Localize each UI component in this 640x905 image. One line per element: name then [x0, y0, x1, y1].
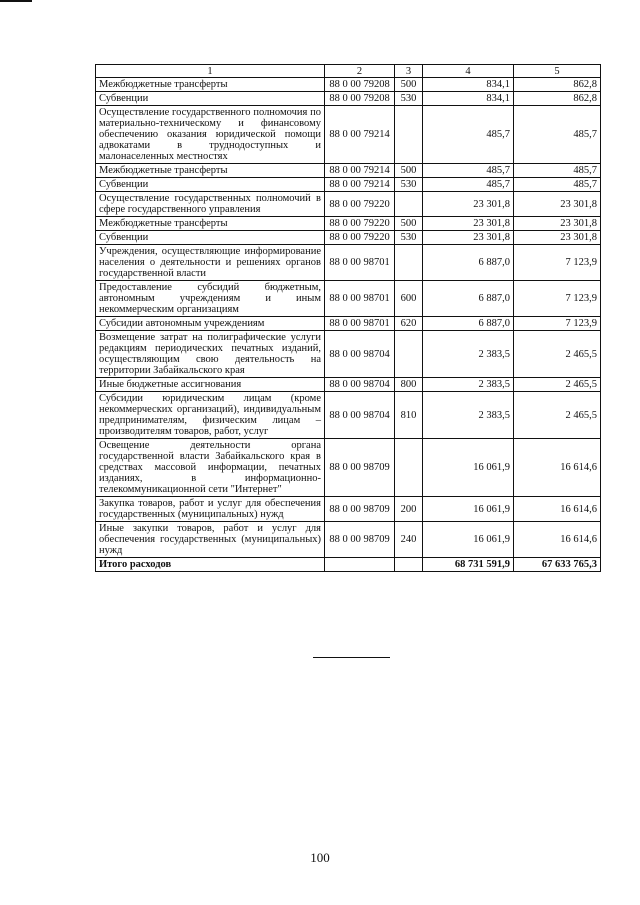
table-row [96, 281, 601, 317]
row-value-1: 6 887,0 [423, 281, 514, 317]
row-name: Субвенции [96, 178, 325, 192]
row-type [395, 331, 423, 378]
row-code: 88 0 00 98701 [325, 281, 395, 317]
row-name: Субсидии автономным учреждениям [96, 317, 325, 331]
table-row [96, 164, 601, 178]
row-value-2: 16 614,6 [514, 439, 601, 497]
row-code: 88 0 00 79208 [325, 78, 395, 92]
row-name: Субсидии юридическим лицам (кроме некоммерческих организаций), индивидуальным предпринимателям, физическим лицам – производителям товаров, работ, услуг [96, 392, 325, 439]
row-value-1: 2 383,5 [423, 392, 514, 439]
row-value-2: 485,7 [514, 164, 601, 178]
row-type: 240 [395, 522, 423, 558]
row-value-2: 485,7 [514, 178, 601, 192]
row-code: 88 0 00 79214 [325, 106, 395, 164]
row-value-2: 862,8 [514, 92, 601, 106]
row-value-1: 16 061,9 [423, 522, 514, 558]
table-row [96, 317, 601, 331]
header-cell-4: 4 [423, 65, 514, 78]
row-type: 500 [395, 78, 423, 92]
header-row [96, 65, 601, 78]
header-cell-5: 5 [514, 65, 601, 78]
row-value-1: 485,7 [423, 178, 514, 192]
row-type: 800 [395, 378, 423, 392]
row-value-1: 485,7 [423, 164, 514, 178]
table-row [96, 78, 601, 92]
row-name: Межбюджетные трансферты [96, 78, 325, 92]
table-row [96, 231, 601, 245]
row-value-2: 16 614,6 [514, 497, 601, 522]
row-code: 88 0 00 98709 [325, 522, 395, 558]
row-code: 88 0 00 79220 [325, 217, 395, 231]
table-row [96, 331, 601, 378]
row-code: 88 0 00 98704 [325, 331, 395, 378]
row-type: 620 [395, 317, 423, 331]
table-row [96, 217, 601, 231]
table-row [96, 192, 601, 217]
row-name: Итого расходов [96, 558, 325, 572]
row-type: 500 [395, 217, 423, 231]
row-value-1: 2 383,5 [423, 378, 514, 392]
header-cell-3: 3 [395, 65, 423, 78]
row-value-2: 485,7 [514, 106, 601, 164]
row-value-1: 16 061,9 [423, 497, 514, 522]
row-name: Возмещение затрат на полиграфические услуги редакциям периодических печатных изданий, осуществляющим свою деятельность на территории Забайкальского края [96, 331, 325, 378]
row-code: 88 0 00 98701 [325, 245, 395, 281]
row-code: 88 0 00 98709 [325, 497, 395, 522]
table-row [96, 92, 601, 106]
row-name: Субвенции [96, 231, 325, 245]
row-value-1: 23 301,8 [423, 192, 514, 217]
row-value-1: 23 301,8 [423, 231, 514, 245]
row-value-1: 6 887,0 [423, 245, 514, 281]
row-value-2: 7 123,9 [514, 317, 601, 331]
row-code: 88 0 00 79214 [325, 164, 395, 178]
row-value-2: 23 301,8 [514, 217, 601, 231]
header-cell-2: 2 [325, 65, 395, 78]
row-code: 88 0 00 98701 [325, 317, 395, 331]
row-type [395, 245, 423, 281]
header-cell-1: 1 [96, 65, 325, 78]
row-value-2: 7 123,9 [514, 281, 601, 317]
row-code: 88 0 00 79208 [325, 92, 395, 106]
table-row [96, 245, 601, 281]
row-code: 88 0 00 79214 [325, 178, 395, 192]
row-code: 88 0 00 98704 [325, 392, 395, 439]
row-value-2: 23 301,8 [514, 231, 601, 245]
row-type: 810 [395, 392, 423, 439]
row-type: 200 [395, 497, 423, 522]
row-name: Осуществление государственного полномочия по материально-техническому и финансовому обеспечению оказания юридической помощи адвокатами в труднодоступных и малонаселенных местностях [96, 106, 325, 164]
row-type: 530 [395, 92, 423, 106]
row-code: 88 0 00 98704 [325, 378, 395, 392]
row-code: 88 0 00 98709 [325, 439, 395, 497]
table-row [96, 106, 601, 164]
row-value-1: 6 887,0 [423, 317, 514, 331]
row-code [325, 558, 395, 572]
row-name: Осуществление государственных полномочий в сфере государственного управления [96, 192, 325, 217]
row-value-2: 2 465,5 [514, 331, 601, 378]
row-name: Учреждения, осуществляющие информирование населения о деятельности и решениях органов государственной власти [96, 245, 325, 281]
table-row [96, 392, 601, 439]
row-type: 530 [395, 231, 423, 245]
row-type [395, 192, 423, 217]
end-rule [313, 657, 390, 658]
row-name: Предоставление субсидий бюджетным, автономным учреждениям и иным некоммерческим организациям [96, 281, 325, 317]
table-row [96, 439, 601, 497]
row-type [395, 439, 423, 497]
row-value-2: 23 301,8 [514, 192, 601, 217]
table-row [96, 378, 601, 392]
row-value-1: 16 061,9 [423, 439, 514, 497]
row-name: Межбюджетные трансферты [96, 164, 325, 178]
row-type [395, 558, 423, 572]
row-code: 88 0 00 79220 [325, 231, 395, 245]
row-value-2: 7 123,9 [514, 245, 601, 281]
row-value-1: 23 301,8 [423, 217, 514, 231]
row-name: Субвенции [96, 92, 325, 106]
corner-mark [0, 0, 32, 2]
row-name: Иные закупки товаров, работ и услуг для обеспечения государственных (муниципальных) нужд [96, 522, 325, 558]
row-name: Межбюджетные трансферты [96, 217, 325, 231]
table-row [96, 178, 601, 192]
row-value-1: 485,7 [423, 106, 514, 164]
row-name: Освещение деятельности органа государственной власти Забайкальского края в средствах массовой информации, печатных изданиях, в информационно-телекоммуникационной сети "Интернет" [96, 439, 325, 497]
row-name: Закупка товаров, работ и услуг для обеспечения государственных (муниципальных) нужд [96, 497, 325, 522]
row-type: 530 [395, 178, 423, 192]
row-value-2: 2 465,5 [514, 392, 601, 439]
row-type: 500 [395, 164, 423, 178]
row-name: Иные бюджетные ассигнования [96, 378, 325, 392]
row-type [395, 106, 423, 164]
row-value-1: 834,1 [423, 92, 514, 106]
row-code: 88 0 00 79220 [325, 192, 395, 217]
row-value-2: 2 465,5 [514, 378, 601, 392]
row-value-2: 67 633 765,3 [514, 558, 601, 572]
row-value-1: 68 731 591,9 [423, 558, 514, 572]
row-value-2: 862,8 [514, 78, 601, 92]
page-number: 100 [310, 850, 330, 865]
row-value-1: 834,1 [423, 78, 514, 92]
row-value-2: 16 614,6 [514, 522, 601, 558]
total-row [96, 558, 601, 572]
expenses-table [95, 64, 601, 572]
table-body [96, 78, 601, 572]
table-row [96, 497, 601, 522]
row-value-1: 2 383,5 [423, 331, 514, 378]
table-row [96, 522, 601, 558]
row-type: 600 [395, 281, 423, 317]
